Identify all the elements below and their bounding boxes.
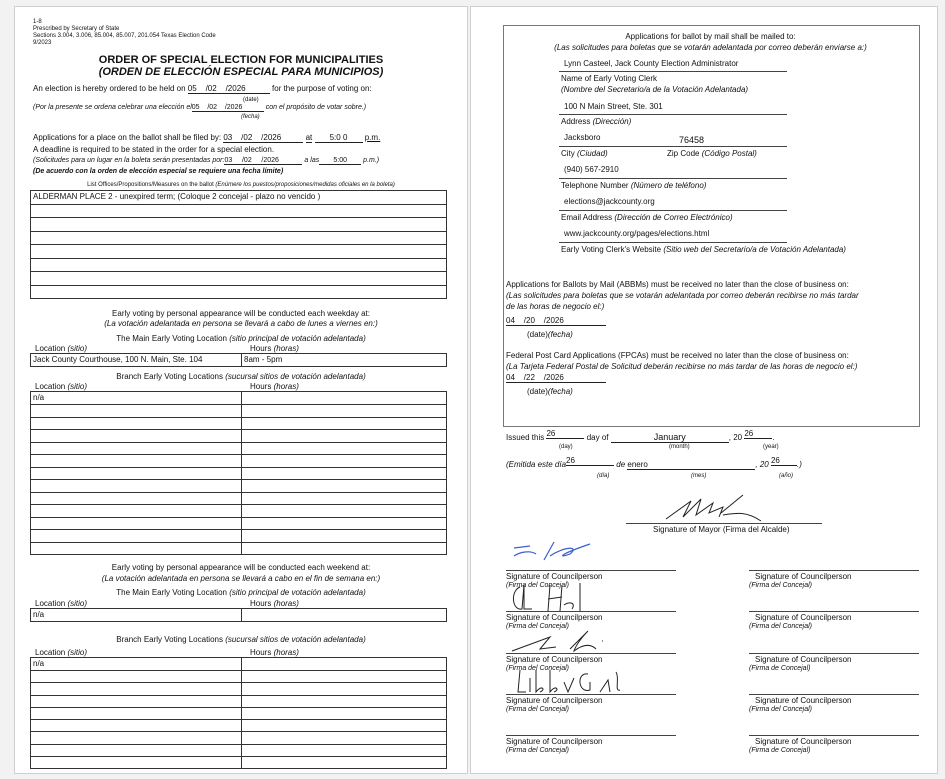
fecha-caption: (fecha): [241, 114, 260, 120]
label: Hours: [250, 382, 272, 391]
table-row: [31, 204, 447, 218]
email-label: [561, 213, 733, 222]
table-row: [31, 467, 447, 480]
table-cell[interactable]: [242, 517, 447, 530]
table-cell[interactable]: [242, 542, 447, 555]
fpca-text-es: (La Tarjeta Federal Postal de Solicitud deberán recibirse no más tardar de las horas de negocio el:): [506, 362, 858, 371]
label: Location: [35, 344, 66, 353]
label: a las: [304, 157, 320, 164]
table-cell[interactable]: [31, 258, 447, 272]
label: (sitio): [67, 599, 88, 608]
table-cell[interactable]: [31, 204, 447, 218]
label: The Main Early Voting Location: [116, 588, 227, 597]
label: .): [796, 460, 802, 469]
table-cell[interactable]: [31, 480, 242, 493]
councilperson-signature-label-es: (Firma del Concejal): [749, 706, 813, 713]
table-cell[interactable]: [31, 231, 447, 245]
clerk-name-value[interactable]: Lynn Casteel, Jack County Election Administrator: [564, 59, 739, 68]
weekend-main-table: [30, 608, 447, 622]
weekend-main-heading: [15, 588, 467, 597]
table-cell[interactable]: [242, 480, 447, 493]
mail-heading-es: (Las solicitudes para boletas que se votarán adelantada por correo deberán enviarse a:): [554, 43, 867, 52]
table-row: [31, 671, 447, 683]
phone-label: [561, 181, 706, 190]
divider: [559, 242, 787, 243]
label: de: [616, 460, 626, 469]
councilperson-signature-label-es: (Firma del Concejal): [506, 706, 570, 713]
councilperson-signature-line[interactable]: [749, 611, 919, 612]
table-cell[interactable]: [242, 707, 447, 719]
issued-year-field[interactable]: 26: [744, 429, 772, 439]
table-row: [31, 683, 447, 695]
table-row: [31, 542, 447, 555]
table-row: [31, 285, 447, 299]
table-row: [31, 354, 447, 367]
table-row: [31, 744, 447, 756]
councilperson-signature-line[interactable]: [506, 653, 676, 654]
abbm-text: Applications for Ballots by Mail (ABBMs) must be received no later than the close of business on:: [506, 280, 849, 289]
fpca-date-caption: [527, 387, 573, 396]
offices-table: [30, 190, 447, 299]
month-caption: (month): [669, 444, 690, 450]
issued-day-field[interactable]: 26: [546, 429, 584, 439]
table-row: [31, 258, 447, 272]
label: p.m.): [363, 157, 380, 164]
table-row: [31, 707, 447, 719]
councilperson-signature-label: Signature of Councilperson: [755, 613, 852, 622]
table-cell[interactable]: [31, 542, 242, 555]
ano-caption: (año): [779, 473, 794, 479]
table-cell[interactable]: [242, 392, 447, 405]
deadline-note: A deadline is required to be stated in the order for a special election.: [33, 145, 275, 154]
councilperson-signature-line[interactable]: [506, 694, 676, 695]
label: (sucursal sitios de votación adelantada): [225, 372, 366, 381]
label: (Por la presente se ordena celebrar una elección el: [33, 104, 192, 111]
table-cell[interactable]: [242, 405, 447, 418]
table-row: [31, 430, 447, 443]
table-row: [31, 480, 447, 493]
mayor-signature-image: [661, 491, 771, 525]
councilperson-signature-line[interactable]: [506, 611, 676, 612]
table-cell[interactable]: ALDERMAN PLACE 2 - unexpired term; (Coloque 2 concejal - plazo no vencido ): [31, 191, 447, 205]
table-cell[interactable]: [31, 467, 242, 480]
table-cell[interactable]: [31, 455, 242, 468]
hours-col-label: [250, 344, 299, 353]
table-row: [31, 442, 447, 455]
table-cell[interactable]: n/a: [31, 658, 242, 671]
table-cell[interactable]: 8am - 5pm: [242, 354, 447, 367]
weekday-intro-es: (La votación adelantada en persona se llevará a cabo de lunes a viernes en:): [104, 319, 378, 328]
label: Branch Early Voting Locations: [116, 372, 223, 381]
councilperson-signature-label: Signature of Councilperson: [755, 655, 852, 664]
label: (Enúmere los puestos/proposiciones/medidas oficiales en la boleta): [215, 182, 395, 188]
councilperson-signature-label-es: (Firma del Concejal): [506, 623, 570, 630]
label: con el propósito de votar sobre.): [265, 104, 367, 111]
label: Issued this: [506, 433, 545, 442]
year-caption: (year): [763, 444, 779, 450]
table-cell[interactable]: [242, 671, 447, 683]
divider: [559, 210, 787, 211]
label: (horas): [273, 382, 299, 391]
table-row: [31, 405, 447, 418]
table-cell[interactable]: [31, 530, 242, 543]
table-row: [31, 530, 447, 543]
councilperson-signature-label: Signature of Councilperson: [506, 655, 603, 664]
election-line: [33, 84, 372, 94]
dia-caption: (día): [597, 473, 610, 479]
label: , 20: [755, 460, 769, 469]
councilperson-signature-line[interactable]: [749, 735, 919, 736]
table-cell[interactable]: [31, 505, 242, 518]
filing-line-es: [33, 157, 379, 165]
label: Email Address: [561, 213, 613, 222]
abbm-date-caption: [527, 330, 573, 339]
table-cell[interactable]: [31, 405, 242, 418]
label: The Main Early Voting Location: [116, 334, 227, 343]
email-value[interactable]: elections@jackcounty.org: [564, 197, 655, 206]
table-row: [31, 191, 447, 205]
filing-time-es-field[interactable]: 5:00: [319, 157, 361, 165]
councilperson-signature-image: [510, 581, 630, 613]
day-caption: (day): [559, 444, 573, 450]
table-row: [31, 272, 447, 286]
page-title-es: (ORDEN DE ELECCIÓN ESPECIAL PARA MUNICIPIOS): [98, 66, 384, 78]
label: day of: [586, 433, 609, 442]
weekday-branch-heading: [15, 372, 467, 381]
label: Branch Early Voting Locations: [116, 635, 223, 644]
councilperson-signature-label-es: (Firma del Concejal): [506, 747, 570, 754]
label: (sitio): [67, 648, 88, 657]
weekend-intro-es: (La votación adelantada en persona se llevará a cabo en el fin de semana en:): [101, 574, 381, 583]
table-row: [31, 417, 447, 430]
abbm-text-es: (Las solicitudes para boletas que se votarán adelantada por correo deberán recibirse no más tardar: [506, 291, 859, 300]
table-row: [31, 658, 447, 671]
website-value[interactable]: www.jackcounty.org/pages/elections.html: [564, 229, 710, 238]
order-page-left: [14, 6, 468, 774]
councilperson-signature-image: [510, 664, 630, 696]
label: (Código Postal): [701, 149, 757, 158]
table-cell[interactable]: [242, 442, 447, 455]
label: (horas): [273, 344, 299, 353]
table-cell[interactable]: [242, 683, 447, 695]
label: Location: [35, 382, 66, 391]
location-col-label: [35, 648, 87, 657]
table-cell[interactable]: n/a: [31, 392, 242, 405]
filing-date-field[interactable]: 03 /02 /2026: [223, 133, 303, 143]
table-row: [31, 505, 447, 518]
table-cell[interactable]: [242, 732, 447, 744]
label: (horas): [273, 648, 299, 657]
issued-month-field[interactable]: January: [611, 432, 729, 443]
table-cell[interactable]: [31, 218, 447, 232]
councilperson-signature-label-es: (Firma del Concejal): [506, 582, 570, 589]
issued-day-es-field[interactable]: 26: [566, 456, 614, 466]
label: (date): [527, 387, 548, 396]
table-row: [31, 245, 447, 259]
table-row: [31, 732, 447, 744]
councilperson-signature-label-es: (Firma del Concejal): [506, 665, 570, 672]
revision-date: 9/2023: [33, 40, 52, 46]
table-cell[interactable]: [242, 744, 447, 756]
election-date-es-field[interactable]: 05 /02 /2026: [192, 104, 264, 112]
weekend-branch-heading: [15, 635, 467, 644]
table-cell[interactable]: [242, 757, 447, 769]
councilperson-signature-line[interactable]: [749, 653, 919, 654]
phone-value[interactable]: (940) 567-2910: [564, 165, 619, 174]
table-cell[interactable]: [31, 442, 242, 455]
label: Location: [35, 599, 66, 608]
councilperson-signature-label: Signature of Councilperson: [506, 613, 603, 622]
table-row: [31, 720, 447, 732]
code-sections: Sections 3.004, 3.006, 85.004, 85.007, 201.054 Texas Election Code: [33, 33, 216, 39]
label: (Dirección): [592, 117, 632, 126]
form-header: [33, 19, 216, 47]
issued-year-es-field[interactable]: 26: [771, 456, 797, 466]
table-cell[interactable]: n/a: [31, 609, 242, 622]
zip-label: [667, 149, 757, 158]
filing-line: [33, 133, 380, 143]
prescribed-by: Prescribed by Secretary of State: [33, 26, 120, 32]
councilperson-signature-label: Signature of Councilperson: [755, 737, 852, 746]
table-cell[interactable]: [31, 417, 242, 430]
offices-heading: [15, 182, 467, 188]
table-cell[interactable]: [31, 430, 242, 443]
label: Hours: [250, 599, 272, 608]
councilperson-signature-label-es: (Firma de Concejal): [749, 747, 811, 754]
table-row: [31, 455, 447, 468]
table-cell[interactable]: [242, 505, 447, 518]
address-label: [561, 117, 631, 126]
table-cell[interactable]: [242, 492, 447, 505]
table-cell[interactable]: [242, 455, 447, 468]
abbm-date-field[interactable]: 04 /20 /2026: [506, 316, 606, 326]
label: , 20: [728, 433, 743, 442]
councilperson-signature-label: Signature of Councilperson: [755, 696, 852, 705]
table-cell[interactable]: [242, 609, 447, 622]
label: Zip Code: [667, 149, 700, 158]
zip-value[interactable]: 76458: [679, 135, 705, 145]
election-line-es: [33, 104, 366, 112]
address-value[interactable]: 100 N Main Street, Ste. 301: [564, 102, 663, 111]
label: (sitio): [67, 344, 88, 353]
label: (fecha): [547, 387, 573, 396]
abbm-text-es-2: de las horas de negocio el:): [506, 302, 605, 311]
label: Early Voting Clerk's Website: [561, 245, 662, 254]
divider: [559, 114, 787, 115]
table-cell[interactable]: [31, 720, 242, 732]
page-title: ORDER OF SPECIAL ELECTION FOR MUNICIPALITIES: [98, 54, 384, 66]
label: Hours: [250, 648, 272, 657]
issued-month-es-field[interactable]: enero: [627, 460, 755, 470]
weekday-main-table: [30, 353, 447, 367]
filing-date-es-field[interactable]: 03 /02 /2026: [224, 157, 302, 165]
table-row: [31, 757, 447, 769]
label: (Dirección de Correo Electrónico): [614, 213, 733, 222]
divider: [559, 146, 787, 147]
label: (Emitida este día: [506, 460, 567, 469]
divider: [559, 178, 787, 179]
clerk-label: Name of Early Voting Clerk: [561, 74, 658, 83]
councilperson-signature-line[interactable]: [749, 694, 919, 695]
councilperson-signature-label: Signature of Councilperson: [506, 572, 603, 581]
label: (sitio): [67, 382, 88, 391]
councilperson-signature-line[interactable]: [749, 570, 919, 571]
table-cell[interactable]: [31, 492, 242, 505]
weekday-branch-table: [30, 391, 447, 555]
issued-line-es: [506, 456, 802, 470]
table-row: [31, 695, 447, 707]
label: Telephone Number: [561, 181, 629, 190]
filing-time-field[interactable]: 5:0 0: [315, 133, 363, 143]
weekend-intro: Early voting by personal appearance will be conducted each weekend at:: [111, 563, 371, 572]
label: (Sitio web del Secretario/a de Votación Adelantada): [663, 245, 846, 254]
mayor-signature-line[interactable]: [626, 523, 822, 524]
councilperson-signature-line[interactable]: [506, 735, 676, 736]
table-cell[interactable]: [31, 517, 242, 530]
table-cell[interactable]: [242, 658, 447, 671]
clerk-label-es: (Nombre del Secretario/a de la Votación Adelantada): [561, 85, 749, 94]
mail-heading: Applications for ballot by mail shall be mailed to:: [625, 32, 796, 41]
table-cell[interactable]: [31, 744, 242, 756]
councilperson-signature-label-es: (Firma del Concejal): [749, 623, 813, 630]
label: at: [305, 133, 313, 142]
table-row: [31, 231, 447, 245]
table-cell[interactable]: [242, 417, 447, 430]
date-caption: (date): [243, 97, 259, 103]
label: List Offices/Propositions/Measures on the ballot: [87, 182, 214, 188]
councilperson-signature-label: Signature of Councilperson: [506, 696, 603, 705]
table-cell[interactable]: [31, 732, 242, 744]
table-cell[interactable]: [31, 272, 447, 286]
label: (date): [527, 330, 548, 339]
label: Location: [35, 648, 66, 657]
weekday-intro: Early voting by personal appearance will be conducted each weekday at:: [112, 309, 370, 318]
table-cell[interactable]: [31, 683, 242, 695]
order-page-right: [470, 6, 938, 774]
label: (Solicitudes para un lugar en la boleta serán presentadas por:: [33, 157, 225, 164]
councilperson-signature-label: Signature of Councilperson: [506, 737, 603, 746]
table-cell[interactable]: [31, 707, 242, 719]
table-row: [31, 218, 447, 232]
hours-col-label: [250, 599, 299, 608]
issued-line: Issued this 26 day of January , 20 26 .: [506, 429, 775, 442]
label: Address: [561, 117, 591, 126]
councilperson-signature-image: [510, 623, 630, 655]
table-cell[interactable]: [31, 285, 447, 299]
weekday-main-heading: [15, 334, 467, 343]
mayor-signature-label: Signature of Mayor (Firma del Alcalde): [653, 525, 790, 534]
label: (Número de teléfono): [630, 181, 707, 190]
councilperson-signature-label-es: (Firma de Concejal): [749, 665, 811, 672]
table-cell[interactable]: [31, 671, 242, 683]
label: City: [561, 149, 575, 158]
table-cell[interactable]: [31, 757, 242, 769]
label: (sucursal sitios de votación adelantada): [225, 635, 366, 644]
label: Applications for a place on the ballot shall be filed by:: [33, 133, 222, 142]
table-row: [31, 609, 447, 622]
table-row: [31, 517, 447, 530]
city-label: [561, 149, 608, 158]
fpca-date-field[interactable]: 04 /22 /2026: [506, 373, 606, 383]
fpca-text: Federal Post Card Applications (FPCAs) must be received no later than the close of business on:: [506, 351, 849, 360]
table-cell[interactable]: Jack County Courthouse, 100 N. Main, Ste. 104: [31, 354, 242, 367]
deadline-note-es: (De acuerdo con la orden de elección especial se requiere una fecha límite): [33, 168, 284, 175]
label: p.m.: [364, 133, 381, 142]
table-cell[interactable]: [242, 530, 447, 543]
label: (horas): [273, 599, 299, 608]
election-date-field[interactable]: 05 /02 /2026: [188, 84, 270, 94]
label: (sitio principal de votación adelantada): [229, 334, 366, 343]
location-col-label: [35, 599, 87, 608]
councilperson-signature-image: [510, 540, 630, 572]
table-cell[interactable]: [242, 467, 447, 480]
label: Hours: [250, 344, 272, 353]
label: for the purpose of voting on:: [272, 84, 372, 93]
table-row: [31, 492, 447, 505]
location-col-label: [35, 344, 87, 353]
table-cell[interactable]: [31, 245, 447, 259]
label: (Ciudad): [577, 149, 608, 158]
city-value[interactable]: Jacksboro: [564, 133, 601, 142]
table-row: [31, 392, 447, 405]
divider: [559, 71, 787, 72]
weekend-branch-table: [30, 657, 447, 769]
label: (fecha): [547, 330, 573, 339]
hours-col-label: [250, 648, 299, 657]
table-cell[interactable]: [31, 695, 242, 707]
councilperson-signature-label-es: (Firma del Concejal): [749, 582, 813, 589]
location-col-label: [35, 382, 87, 391]
table-cell[interactable]: [242, 430, 447, 443]
table-cell[interactable]: [242, 695, 447, 707]
table-cell[interactable]: [242, 720, 447, 732]
label: An election is hereby ordered to be held on: [33, 84, 186, 93]
form-number: 1-8: [33, 19, 42, 25]
website-label: [561, 245, 846, 254]
hours-col-label: [250, 382, 299, 391]
label: (sitio principal de votación adelantada): [229, 588, 366, 597]
mes-caption: (mes): [691, 473, 707, 479]
councilperson-signature-label: Signature of Councilperson: [755, 572, 852, 581]
councilperson-signature-line[interactable]: [506, 570, 676, 571]
